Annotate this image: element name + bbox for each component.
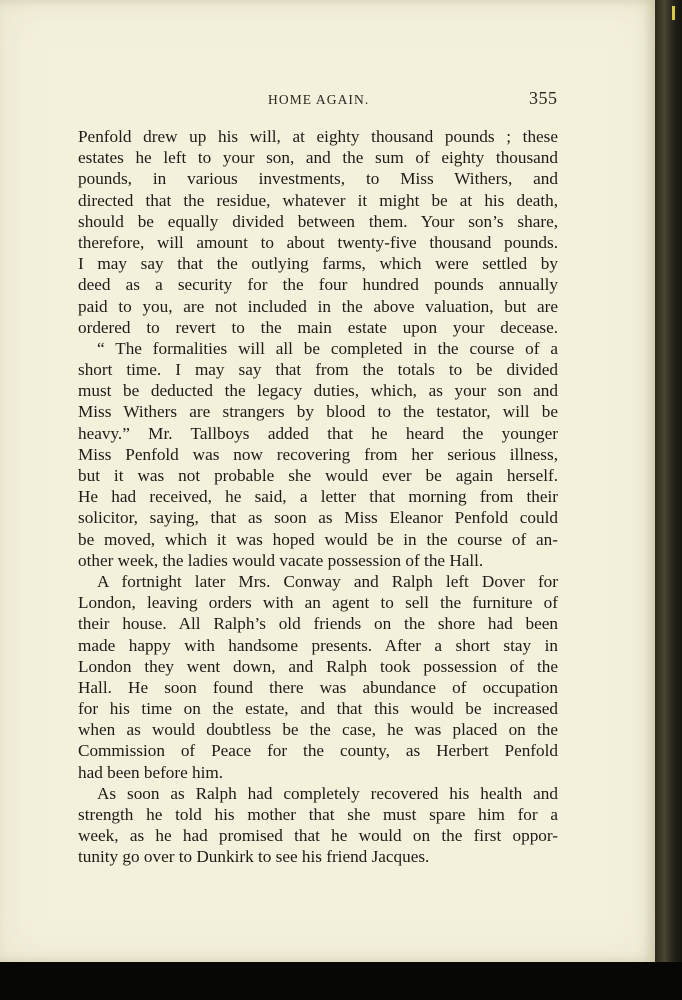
text-line: heavy.” Mr. Tallboys added that he heard the younger xyxy=(78,423,558,443)
text-line: He had received, he said, a letter that morning from their xyxy=(78,487,558,507)
text-line: A fortnight later Mrs. Conway and Ralph left Dover for xyxy=(97,571,558,591)
text-line: As soon as Ralph had completely recovered his health and xyxy=(97,783,558,803)
text-line: tunity go over to Dunkirk to see his friend Jacques. xyxy=(78,847,430,867)
body-text xyxy=(78,126,558,868)
text-line: London, leaving orders with an agent to sell the furniture of xyxy=(78,593,558,613)
text-line: ordered to revert to the main estate upon your decease. xyxy=(78,317,558,337)
page-edge-marker xyxy=(672,6,675,20)
text-line: for his time on the estate, and that this would be increased xyxy=(78,699,558,719)
text-line: London they went down, and Ralph took possession of the xyxy=(78,656,558,676)
text-line: strength he told his mother that she must spare him for a xyxy=(78,805,558,824)
text-line: Miss Withers are strangers by blood to the testator, will be xyxy=(78,402,558,422)
text-line: Hall. He soon found there was abundance of occupation xyxy=(78,677,558,697)
text-line: their house. All Ralph’s old friends on the shore had been xyxy=(78,614,558,634)
text-line: should be equally divided between them. Your son’s share, xyxy=(78,211,558,231)
text-line: short time. I may say that from the totals to be divided xyxy=(78,360,558,380)
text-line: had been before him. xyxy=(78,762,224,782)
page-number: 355 xyxy=(529,88,558,108)
text-line: when as would doubtless be the case, he was placed on the xyxy=(78,720,558,740)
text-line: be moved, which it was hoped would be in the course of an- xyxy=(78,529,558,549)
text-line: pounds, in various investments, to Miss Withers, and xyxy=(78,169,558,189)
text-line: estates he left to your son, and the sum of eighty thousand xyxy=(78,148,558,168)
text-line: deed as a security for the four hundred pounds annually xyxy=(78,275,558,295)
text-line: Commission of Peace for the county, as Herbert Penfold xyxy=(78,741,558,761)
scan-background xyxy=(0,962,682,1000)
text-line: paid to you, are not included in the above valuation, but are xyxy=(78,296,558,316)
text-line: solicitor, saying, that as soon as Miss Eleanor Penfold could xyxy=(78,508,558,528)
text-line: I may say that the outlying farms, which were settled by xyxy=(78,254,558,274)
text-line: Penfold drew up his will, at eighty thousand pounds ; these xyxy=(78,127,558,146)
text-line: other week, the ladies would vacate possession of the Hall. xyxy=(78,550,484,570)
text-line: “ The formalities will all be completed in the course of a xyxy=(97,338,558,358)
running-title: HOME AGAIN. xyxy=(268,92,370,107)
text-line: must be deducted the legacy duties, which, as your son and xyxy=(78,381,558,401)
text-line: therefore, will amount to about twenty-five thousand pounds. xyxy=(78,232,558,252)
text-line: week, as he had promised that he would on the first oppor- xyxy=(78,826,558,846)
text-line: directed that the residue, whatever it might be at his death, xyxy=(78,190,558,210)
text-line: but it was not probable she would ever be again herself. xyxy=(78,466,558,485)
text-line: made happy with handsome presents. After a short stay in xyxy=(78,635,558,655)
text-line: Miss Penfold was now recovering from her serious illness, xyxy=(78,444,558,464)
page-edge xyxy=(655,0,682,962)
